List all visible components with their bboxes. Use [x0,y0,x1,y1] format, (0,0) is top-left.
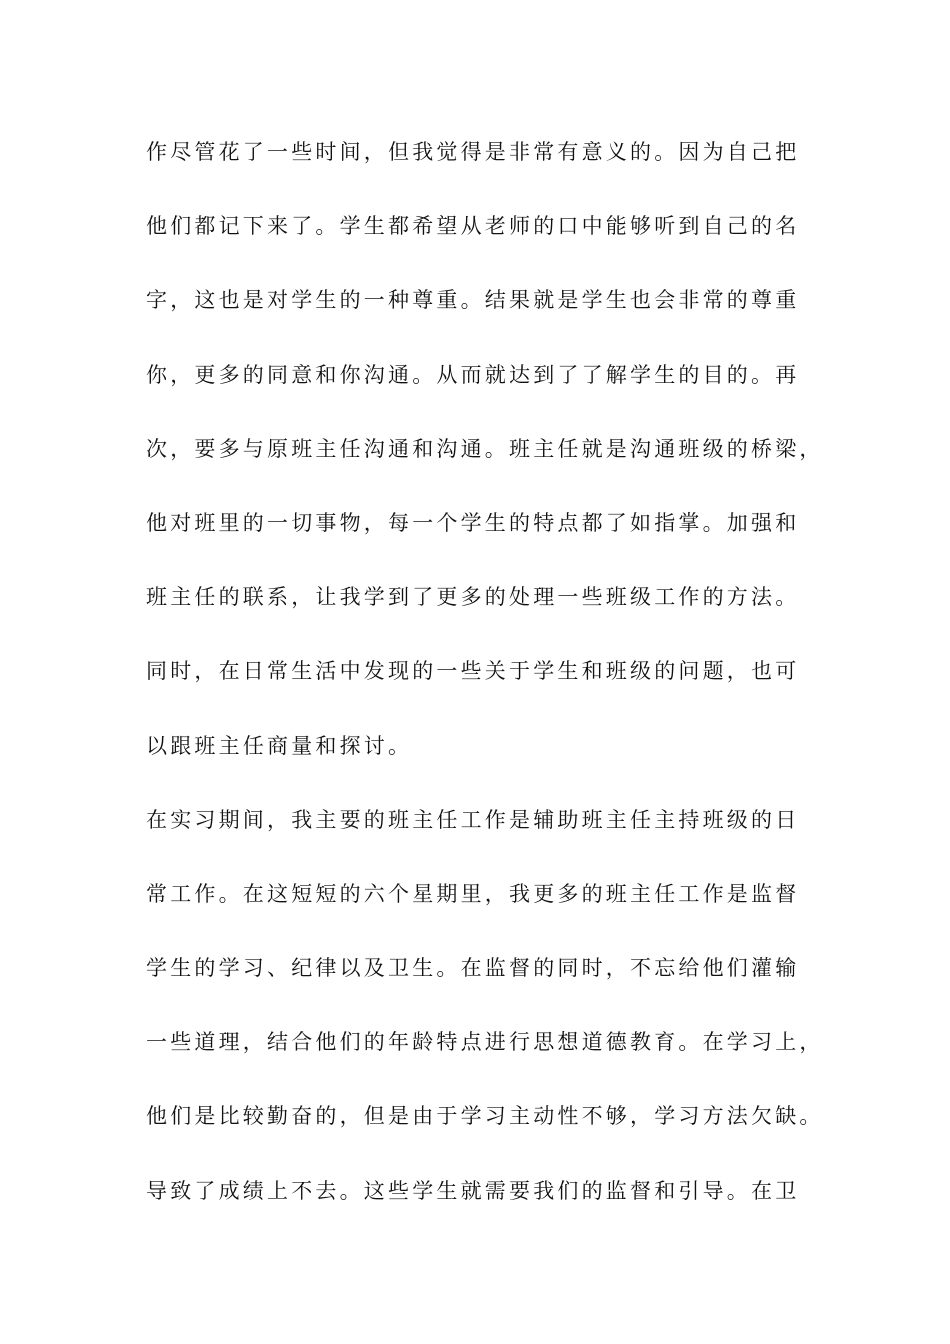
text-line: 他对班里的一切事物，每一个学生的特点都了如指掌。加强和 [146,510,800,535]
text-line: 一些道理，结合他们的年龄特点进行思想道德教育。在学习上， [146,1030,824,1055]
text-line: 你，更多的同意和你沟通。从而就达到了了解学生的目的。再 [146,362,800,387]
text-line: 字，这也是对学生的一种尊重。结果就是学生也会非常的尊重 [146,288,800,313]
text-line: 作尽管花了一些时间，但我觉得是非常有意义的。因为自己把 [146,140,800,164]
text-line: 次，要多与原班主任沟通和沟通。班主任就是沟通班级的桥梁， [146,436,824,461]
text-line: 他们都记下来了。学生都希望从老师的口中能够听到自己的名 [146,214,800,239]
text-line: 学生的学习、纪律以及卫生。在监督的同时，不忘给他们灌输 [146,956,800,981]
text-line: 常工作。在这短短的六个星期里，我更多的班主任工作是监督 [146,881,800,906]
text-line: 导致了成绩上不去。这些学生就需要我们的监督和引导。在卫 [146,1178,800,1203]
text-line: 以跟班主任商量和探讨。 [146,733,413,758]
text-line: 同时，在日常生活中发现的一些关于学生和班级的问题，也可 [146,659,800,684]
text-line: 他们是比较勤奋的，但是由于学习主动性不够，学习方法欠缺。 [146,1104,824,1129]
text-line: 在实习期间，我主要的班主任工作是辅助班主任主持班级的日 [146,807,800,832]
body-text [146,128,836,1241]
text-line: 班主任的联系，让我学到了更多的处理一些班级工作的方法。 [146,585,800,610]
